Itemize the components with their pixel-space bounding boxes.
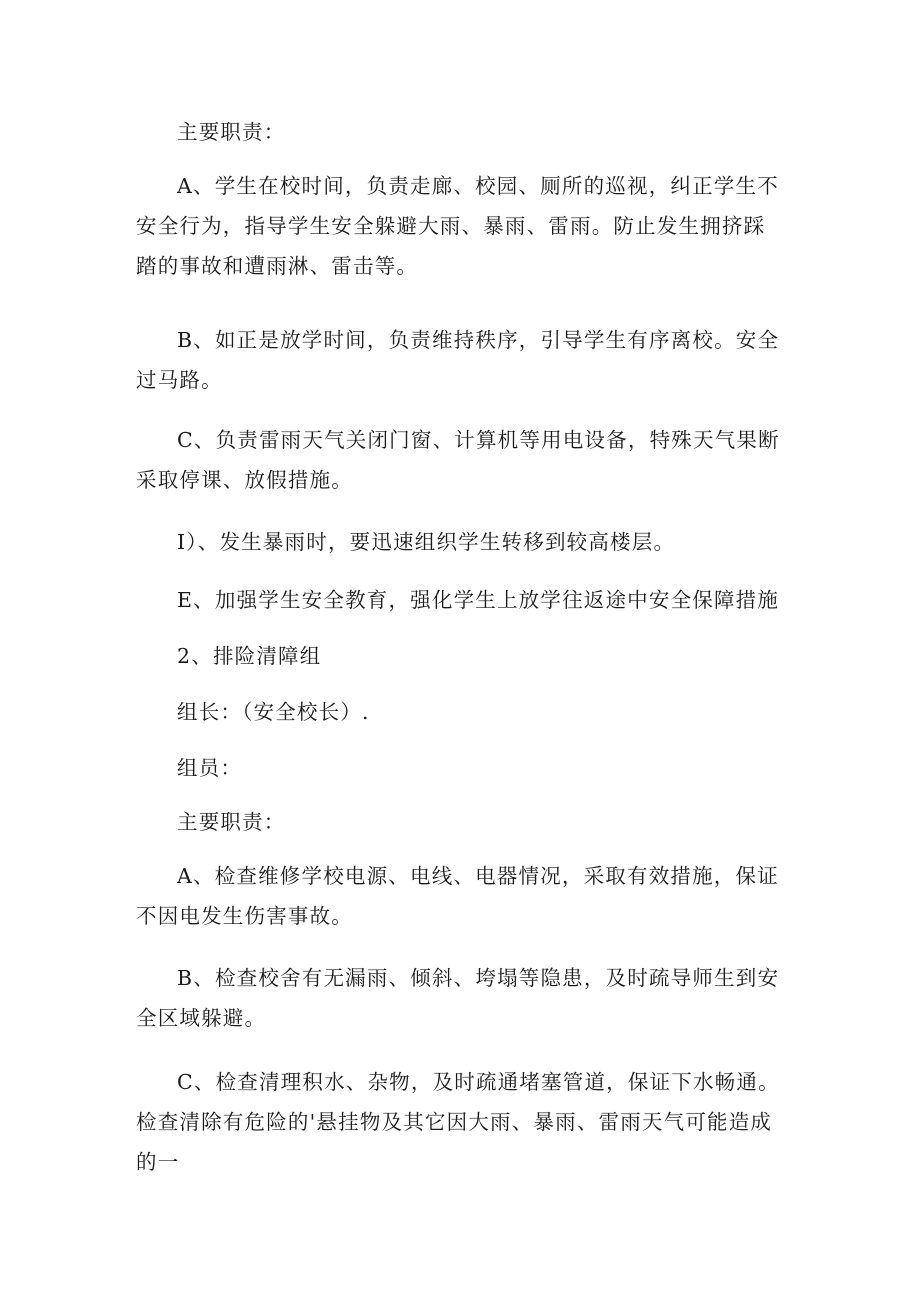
paragraph-duty-e-1: E、加强学生安全教育，强化学生上放学往返途中安全保障措施 bbox=[177, 588, 780, 612]
paragraph-duty-a-2: A、检查维修学校电源、电线、电器情况，采取有效措施，保证不因电发生伤害事故。 bbox=[136, 864, 779, 928]
paragraph-duty-c-1: C、负责雷雨天气关闭门窗、计算机等用电设备，特殊天气果断采取停课、放假措施。 bbox=[136, 428, 780, 492]
paragraph-duty-a-1: A、学生在校时间，负责走廊、校园、厕所的巡视，纠正学生不安全行为，指导学生安全躲避大雨、暴雨、雷雨。防止发生拥挤踩踏的事故和遭雨淋、雷击等。 bbox=[136, 174, 779, 278]
paragraph-duty-d-1: I）、发生暴雨时，要迅速组织学生转移到较高楼层。 bbox=[177, 530, 676, 554]
paragraph-duties-heading-2: 主要职责： bbox=[177, 810, 286, 834]
paragraph-duties-heading-1: 主要职责： bbox=[177, 120, 286, 144]
paragraph-group-members: 组员： bbox=[177, 756, 243, 780]
paragraph-group-leader: 组长：（安全校长）. bbox=[177, 700, 370, 724]
paragraph-duty-b-1: B、如正是放学时间，负责维持秩序，引导学生有序离校。安全过马路。 bbox=[136, 328, 780, 392]
paragraph-duty-c-2: C、检查清理积水、杂物，及时疏通堵塞管道，保证下水畅通。检查清除有危险的'悬挂物及其它因大雨、暴雨、雷雨天气可能造成的一 bbox=[136, 1070, 780, 1174]
paragraph-duty-b-2: B、检查校舍有无漏雨、倾斜、垮塌等隐患，及时疏导师生到安全区域躲避。 bbox=[136, 966, 780, 1030]
paragraph-section-2-title: 2、排险清障组 bbox=[177, 644, 322, 668]
